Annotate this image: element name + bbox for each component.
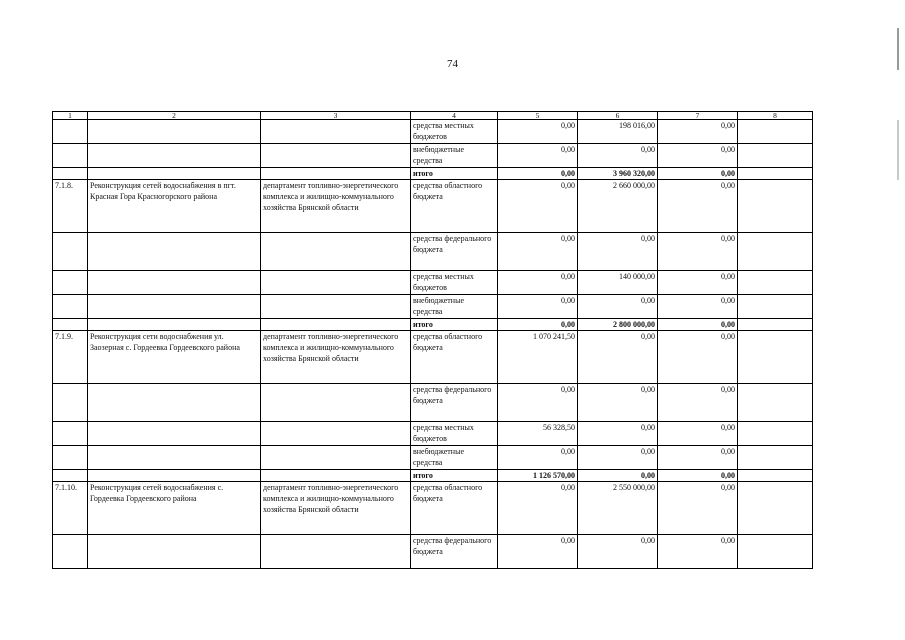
responsible-executor	[261, 422, 411, 446]
column-header: 3	[261, 112, 411, 120]
value-col6: 3 960 320,00	[578, 168, 658, 180]
col8	[738, 120, 813, 144]
value-col5: 0,00	[498, 120, 578, 144]
col8	[738, 168, 813, 180]
value-col7: 0,00	[658, 168, 738, 180]
value-col5: 0,00	[498, 271, 578, 295]
col8	[738, 271, 813, 295]
col8	[738, 482, 813, 535]
table-row	[53, 482, 813, 535]
responsible-executor	[261, 446, 411, 470]
column-header: 1	[53, 112, 88, 120]
table-row	[53, 384, 813, 422]
measure-name	[88, 120, 261, 144]
value-col6: 0,00	[578, 331, 658, 384]
measure-name	[88, 422, 261, 446]
item-number	[53, 233, 88, 271]
col8	[738, 180, 813, 233]
value-col6: 0,00	[578, 233, 658, 271]
value-col6: 0,00	[578, 384, 658, 422]
value-col6: 0,00	[578, 470, 658, 482]
item-number	[53, 470, 88, 482]
table-header-row	[53, 112, 813, 120]
value-col6: 0,00	[578, 535, 658, 569]
value-col5: 0,00	[498, 446, 578, 470]
table-row	[53, 233, 813, 271]
col8	[738, 233, 813, 271]
measure-name: Реконструкция сетей водоснабжения в пгт. Красная Гора Красногорского района	[88, 180, 261, 233]
funding-source: внебюджетные средства	[411, 446, 498, 470]
table-row-total	[53, 319, 813, 331]
responsible-executor: департамент топливно-энергетического комплекса и жилищно-коммунального хозяйства Брянской области	[261, 482, 411, 535]
measure-name: Реконструкция сети водоснабжения ул. Заозерная с. Гордеевка Гордеевского района	[88, 331, 261, 384]
col8	[738, 144, 813, 168]
value-col6: 140 000,00	[578, 271, 658, 295]
responsible-executor: департамент топливно-энергетического комплекса и жилищно-коммунального хозяйства Брянской области	[261, 331, 411, 384]
value-col5: 0,00	[498, 144, 578, 168]
value-col6: 0,00	[578, 295, 658, 319]
col8	[738, 446, 813, 470]
col8	[738, 470, 813, 482]
value-col6: 2 550 000,00	[578, 482, 658, 535]
measure-name	[88, 233, 261, 271]
funding-source: итого	[411, 319, 498, 331]
column-header: 5	[498, 112, 578, 120]
measure-name	[88, 295, 261, 319]
column-header: 7	[658, 112, 738, 120]
value-col7: 0,00	[658, 120, 738, 144]
value-col5: 0,00	[498, 384, 578, 422]
table-row	[53, 295, 813, 319]
funding-source: внебюджетные средства	[411, 144, 498, 168]
funding-source: средства областного бюджета	[411, 180, 498, 233]
col8	[738, 422, 813, 446]
item-number	[53, 144, 88, 168]
table-row	[53, 271, 813, 295]
table-row	[53, 144, 813, 168]
funding-source: внебюджетные средства	[411, 295, 498, 319]
table-row	[53, 422, 813, 446]
responsible-executor	[261, 319, 411, 331]
page-number: 74	[447, 58, 458, 70]
value-col7: 0,00	[658, 295, 738, 319]
column-header: 4	[411, 112, 498, 120]
col8	[738, 535, 813, 569]
value-col5: 0,00	[498, 295, 578, 319]
funding-source: средства областного бюджета	[411, 482, 498, 535]
item-number	[53, 295, 88, 319]
responsible-executor	[261, 384, 411, 422]
funding-source: средства федерального бюджета	[411, 535, 498, 569]
value-col5: 0,00	[498, 482, 578, 535]
value-col5: 0,00	[498, 535, 578, 569]
value-col7: 0,00	[658, 233, 738, 271]
item-number	[53, 422, 88, 446]
col8	[738, 331, 813, 384]
value-col7: 0,00	[658, 422, 738, 446]
col8	[738, 319, 813, 331]
col8	[738, 295, 813, 319]
item-number: 7.1.10.	[53, 482, 88, 535]
value-col7: 0,00	[658, 180, 738, 233]
col8	[738, 384, 813, 422]
value-col6: 0,00	[578, 144, 658, 168]
item-number	[53, 271, 88, 295]
funding-source: средства федерального бюджета	[411, 384, 498, 422]
funding-source: средства местных бюджетов	[411, 271, 498, 295]
table-row	[53, 120, 813, 144]
value-col5: 0,00	[498, 233, 578, 271]
value-col7: 0,00	[658, 482, 738, 535]
value-col6: 2 800 000,00	[578, 319, 658, 331]
responsible-executor	[261, 233, 411, 271]
responsible-executor	[261, 295, 411, 319]
value-col5: 1 070 241,50	[498, 331, 578, 384]
measure-name	[88, 271, 261, 295]
column-header: 2	[88, 112, 261, 120]
funding-source: итого	[411, 168, 498, 180]
item-number: 7.1.9.	[53, 331, 88, 384]
item-number	[53, 384, 88, 422]
value-col7: 0,00	[658, 331, 738, 384]
item-number	[53, 168, 88, 180]
measure-name	[88, 446, 261, 470]
value-col7: 0,00	[658, 470, 738, 482]
table-row-total	[53, 168, 813, 180]
scan-margin-mark	[897, 28, 899, 70]
item-number: 7.1.8.	[53, 180, 88, 233]
value-col5: 0,00	[498, 180, 578, 233]
table-row	[53, 180, 813, 233]
column-header: 6	[578, 112, 658, 120]
value-col5: 56 328,50	[498, 422, 578, 446]
value-col7: 0,00	[658, 384, 738, 422]
value-col5: 0,00	[498, 168, 578, 180]
funding-source: средства федерального бюджета	[411, 233, 498, 271]
item-number	[53, 535, 88, 569]
scan-margin-mark	[897, 120, 899, 180]
responsible-executor	[261, 470, 411, 482]
measure-name	[88, 319, 261, 331]
value-col6: 2 660 000,00	[578, 180, 658, 233]
item-number	[53, 319, 88, 331]
value-col5: 1 126 570,00	[498, 470, 578, 482]
value-col7: 0,00	[658, 535, 738, 569]
funding-source: средства местных бюджетов	[411, 422, 498, 446]
value-col7: 0,00	[658, 271, 738, 295]
measure-name	[88, 470, 261, 482]
value-col6: 198 016,00	[578, 120, 658, 144]
responsible-executor	[261, 168, 411, 180]
responsible-executor	[261, 120, 411, 144]
measure-name	[88, 535, 261, 569]
measure-name	[88, 168, 261, 180]
table-row-total	[53, 470, 813, 482]
funding-source: итого	[411, 470, 498, 482]
funding-source: средства местных бюджетов	[411, 120, 498, 144]
responsible-executor	[261, 271, 411, 295]
value-col7: 0,00	[658, 446, 738, 470]
item-number	[53, 446, 88, 470]
measure-name	[88, 144, 261, 168]
table-row	[53, 535, 813, 569]
value-col7: 0,00	[658, 144, 738, 168]
value-col6: 0,00	[578, 422, 658, 446]
measure-name: Реконструкция сетей водоснабжения с. Гордеевка Гордеевского района	[88, 482, 261, 535]
table-row	[53, 446, 813, 470]
item-number	[53, 120, 88, 144]
value-col5: 0,00	[498, 319, 578, 331]
responsible-executor: департамент топливно-энергетического комплекса и жилищно-коммунального хозяйства Брянской области	[261, 180, 411, 233]
measure-name	[88, 384, 261, 422]
budget-table	[52, 111, 813, 569]
value-col6: 0,00	[578, 446, 658, 470]
responsible-executor	[261, 535, 411, 569]
value-col7: 0,00	[658, 319, 738, 331]
table-row	[53, 331, 813, 384]
responsible-executor	[261, 144, 411, 168]
funding-source: средства областного бюджета	[411, 331, 498, 384]
column-header: 8	[738, 112, 813, 120]
